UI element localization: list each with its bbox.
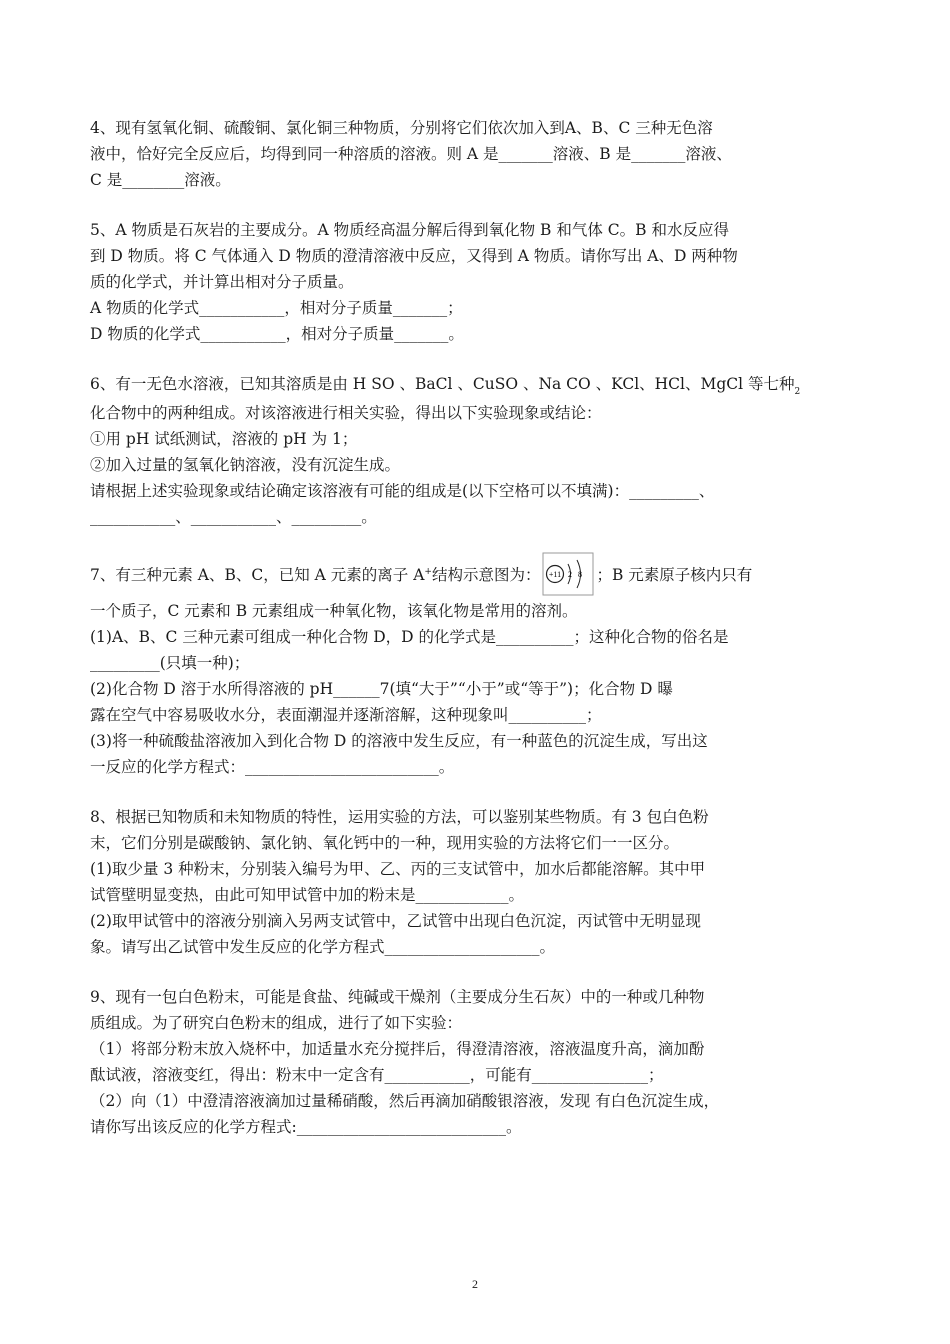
question-9-line-2: 质组成。为了研究白色粉末的组成，进行了如下实验： — [90, 1014, 463, 1032]
ion-charge: + — [424, 566, 432, 577]
shell-2-electrons: 8 — [578, 570, 583, 579]
question-4 — [90, 115, 855, 193]
nucleus-charge: +11 — [549, 570, 562, 579]
question-7-line-1 — [90, 554, 855, 598]
question-9-line-4: 酞试液，溶液变红，得出：粉末中一定含有___________，可能有_______________； — [90, 1066, 664, 1084]
question-6-line-1-text: 6、有一无色水溶液，已知其溶质是由 H SO 、BaCl 、CuSO 、Na CO 、KCl、HCl、MgCl 等七种 — [90, 375, 795, 393]
shell-1-electrons: 2 — [568, 570, 573, 579]
page-number: 2 — [472, 1277, 478, 1291]
question-6-line-3: ①用 pH 试纸测试，溶液的 pH 为 1； — [90, 430, 358, 448]
question-7-line-3: (1)A、B、C 三种元素可组成一种化合物 D，D 的化学式是__________；这种化合物的俗名是 — [90, 628, 729, 646]
question-7-line-1-text-a: 7、有三种元素 A、B、C，已知 A 元素的离子 A — [90, 566, 425, 584]
question-5-line-1: 5、A 物质是石灰岩的主要成分。A 物质经高温分解后得到氧化物 B 和气体 C。B 和水反应得 — [90, 221, 729, 239]
question-9 — [90, 984, 855, 1140]
question-9-line-5: （2）向（1）中澄清溶液滴加过量稀硝酸，然后再滴加硝酸银溶液，发现 有白色沉淀生成， — [90, 1092, 720, 1110]
question-7-line-4: _________(只填一种)； — [90, 654, 250, 672]
atom-structure-diagram — [542, 552, 594, 596]
question-5-line-3: 质的化学式，并计算出相对分子质量。 — [90, 273, 354, 291]
question-4-line-3: C 是________溶液。 — [90, 171, 231, 189]
question-8-line-3: (1)取少量 3 种粉末，分别装入编号为甲、乙、丙的三支试管中，加水后都能溶解。其中甲 — [90, 860, 706, 878]
question-7-line-8: 一反应的化学方程式：_________________________。 — [90, 758, 455, 776]
question-6-line-2: 化合物中的两种组成。对该溶液进行相关实验，得出以下实验现象或结论： — [90, 404, 602, 422]
question-8-line-1: 8、根据已知物质和未知物质的特性，运用实验的方法，可以鉴别某些物质。有 3 包白色粉 — [90, 808, 709, 826]
question-6 — [90, 371, 855, 530]
question-6-line-6: ___________、___________、_________。 — [90, 508, 377, 526]
question-6-line-4: ②加入过量的氢氧化钠溶液，没有沉淀生成。 — [90, 456, 401, 474]
question-9-line-6: 请你写出该反应的化学方程式:___________________________。 — [90, 1118, 522, 1136]
question-4-line-2: 液中，恰好完全反应后，均得到同一种溶质的溶液。则 A 是_______溶液、B 是_______溶液、 — [90, 145, 732, 163]
page-content — [90, 115, 855, 1164]
question-7-line-2: 一个质子，C 元素和 B 元素组成一种氧化物，该氧化物是常用的溶剂。 — [90, 602, 578, 620]
question-9-line-1: 9、现有一包白色粉末，可能是食盐、纯碱或干燥剂（主要成分生石灰）中的一种或几种物 — [90, 988, 705, 1006]
question-8-line-2: 末，它们分别是碳酸钠、氯化钠、氧化钙中的一种，现用实验的方法将它们一一区分。 — [90, 834, 680, 852]
question-5-line-4: A 物质的化学式___________，相对分子质量_______； — [90, 299, 463, 317]
question-5 — [90, 217, 855, 347]
question-4-line-1: 4、现有氢氧化铜、硫酸铜、氯化铜三种物质，分别将它们依次加入到A、B、C 三种无色溶 — [90, 119, 713, 137]
question-8-line-5: (2)取甲试管中的溶液分别滴入另两支试管中，乙试管中出现白色沉淀，丙试管中无明显现 — [90, 912, 701, 930]
question-7-line-5: (2)化合物 D 溶于水所得溶液的 pH______7(填“大于”“小于”或“等于”)；化合物 D 曝 — [90, 680, 673, 698]
question-8-line-4: 试管壁明显变热，由此可知甲试管中加的粉末是____________。 — [90, 886, 525, 904]
question-5-line-5: D 物质的化学式___________，相对分子质量_______。 — [90, 325, 464, 343]
question-7-line-6: 露在空气中容易吸收水分，表面潮湿并逐渐溶解，这种现象叫__________； — [90, 706, 602, 724]
question-5-line-2: 到 D 物质。将 C 气体通入 D 物质的澄清溶液中反应，又得到 A 物质。请你写出 A、D 两种物 — [90, 247, 738, 265]
question-6-line-5: 请根据上述实验现象或结论确定该溶液有可能的组成是(以下空格可以不填满)：_________、 — [90, 482, 715, 500]
question-8 — [90, 804, 855, 960]
question-7 — [90, 554, 855, 780]
question-7-line-1-text-b: 结构示意图为： — [431, 566, 541, 584]
question-9-line-3: （1）将部分粉末放入烧杯中，加适量水充分搅拌后，得澄清溶液，溶液温度升高，滴加酚 — [90, 1040, 705, 1058]
question-8-line-6: 象。请写出乙试管中发生反应的化学方程式____________________。 — [90, 938, 556, 956]
question-7-line-1-text-c: ；B 元素原子核内只有 — [596, 566, 753, 584]
question-6-line-1 — [90, 371, 855, 400]
question-6-subscript: 2 — [794, 387, 801, 397]
question-7-line-7: (3)将一种硫酸盐溶液加入到化合物 D 的溶液中发生反应，有一种蓝色的沉淀生成，写出这 — [90, 732, 708, 750]
